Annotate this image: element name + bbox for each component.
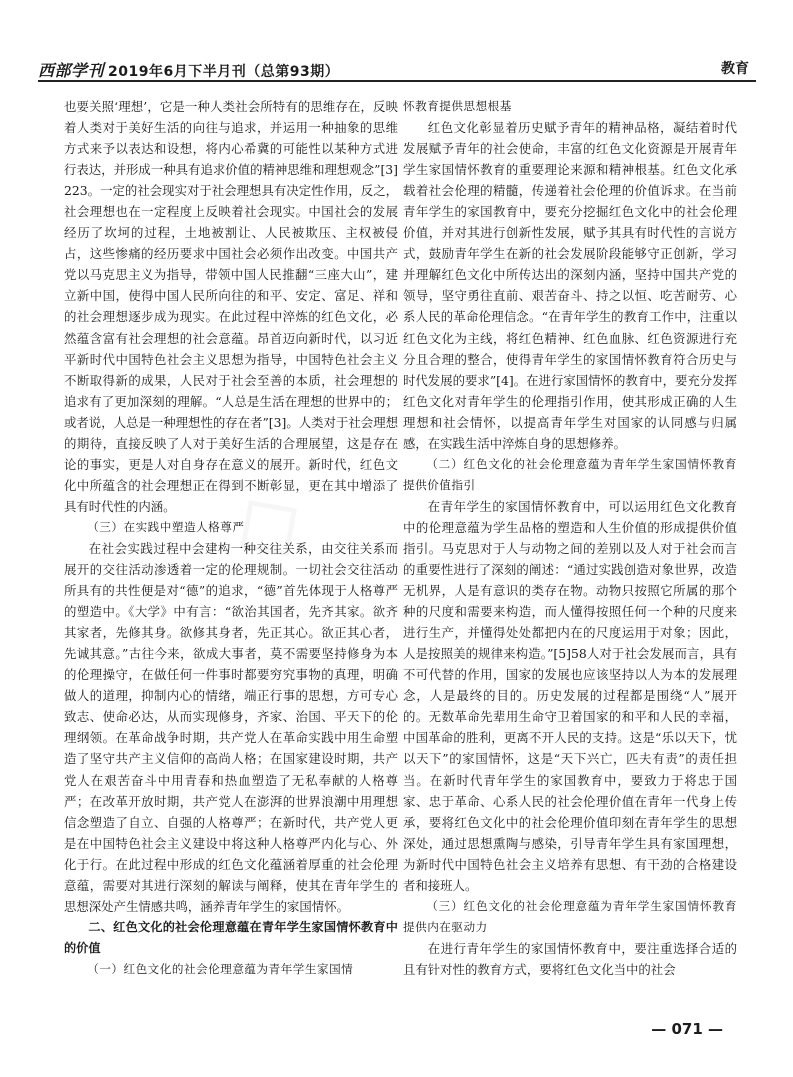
section-heading: 二、红色文化的社会伦理意蕴在青年学生家国情怀教育中的价值 [64,919,398,955]
paragraph: 也要关照‘理想’，它是一种人类社会所特有的思维存在，反映着人类对于美好生活的向往与追求，并运用一种抽象的思维方式来予以表达和设想，将内心希冀的可能性以某种方式进行表达，并形成一种具有追求价值的精神思维和理想观念”[3]223。一定的社会现实对于社会理想具有决定性作用，反之，社会理想也在一定程度上反映着社会现实。中国社会的发展经历了坎坷的过程，土地被割让、人民被欺压、主权被侵占，这些惨痛的经历要求中国社会必须作出改变。中国共产党以马克思主义为指导，带领中国人民推翻“三座大山”，建立新中国，使得中国人民所向往的和平、安定、富足、祥和的社会理想逐步成为现实。在此过程中淬炼的红色文化，必然蕴含富有社会理想的社会意蕴。昂首迈向新时代，以习近平新时代中国特色社会主义思想为指导，中国特色社会主义不断取得新的成果，人民对于社会至善的本质，社会理想的追求有了更加深刻的理解。“人总是生活在理想的世界中的；或者说，人总是一种理想性的存在者”[3]。人类对于社会理想的期待，直接反映了人对于美好生活的合理展望，这是存在论的事实，更是人对自身存在意义的展开。新时代，红色文化中所蕴含的社会理想正在得到不断彰显，更在其中增添了具有时代性的内涵。 [64,99,398,514]
paragraph: 红色文化彰显着历史赋予青年的精神品格，凝结着时代发展赋予青年的社会使命，丰富的红色文化资源是开展青年学生家国情怀教育的重要理论来源和精神根基。红色文化承载着社会伦理的精髓，传递着社会伦理的价值诉求。在当前青年学生的家国教育中，要充分挖掘红色文化中的社会伦理价值，并对其进行创新性发展，赋予其具有时代性的言说方式，鼓励青年学生在新的社会发展阶段能够守正创新，学习并理解红色文化中所传达出的深刻内涵，坚持中国共产党的领导，坚守勇往直前、艰苦奋斗、持之以恒、吃苦耐劳、心系人民的革命伦理信念。“在青年学生的教育工作中，注重以红色文化为主线，将红色精神、红色血脉、红色资源进行充分且合理的整合，使得青年学生的家国情怀教育符合历史与时代发展的要求”[4]。在进行家国情怀的教育中，要充分发挥红色文化对青年学生的伦理指引作用，使其形成正确的人生理想和社会情怀，以提高青年学生对国家的认同感与归属感，在实践生活中淬炼自身的思想修养。 [403,120,737,451]
header-rule [38,80,756,82]
paragraph: 在进行青年学生的家国情怀教育中，要注重选择合适的且有针对性的教育方式，要将红色文化当中的社会 [403,940,737,977]
issue-info: 2019年6月下半月刊（总第93期） [108,64,340,80]
page-header [0,0,793,90]
subsection-heading: （三）在实践中塑造人格尊严 [87,519,245,534]
subsection-heading-continued: 怀教育提供思想根基 [403,99,512,113]
subsection-heading: （一）红色文化的社会伦理意蕴为青年学生家国情 [87,961,354,976]
journal-logo: 西部学刊 [38,61,105,80]
section-label: 教育 [721,61,749,77]
journal-masthead [38,58,339,81]
subsection-heading: （二）红色文化的社会伦理意蕴为青年学生家国情怀教育提供价值指引 [403,456,737,492]
paragraph: 在社会实践过程中会建构一种交往关系，由交往关系而展开的交往活动渗透着一定的伦理规制。一切社会交往活动所具有的共性便是对“德”的追求，“德”首先体现于人格尊严的塑造中。《大学》中有言：“欲治其国者，先齐其家。欲齐其家者，先修其身。欲修其身者，先正其心。欲正其心者，先诚其意。”古往今来，欲成大事者，莫不需要坚持修身为本的伦理操守，在做任何一件事时都要穷究事物的真理，明确做人的道理，抑制内心的情绪，端正行事的思想，方可专心致志、使命必达，从而实现修身，齐家、治国、平天下的伦理纲领。在革命战争时期，共产党人在革命实践中用生命塑造了坚守共产主义信仰的高尚人格；在国家建设时期，共产党人在艰苦奋斗中用青春和热血塑造了无私奉献的人格尊严；在改革开放时期，共产党人在澎湃的世界浪潮中用理想信念塑造了自立、自强的人格尊严；在新时代，共产党人更是在中国特色社会主义建设中将这种人格尊严内化与心、外化于行。在此过程中形成的红色文化蕴涵着厚重的社会伦理意蕴，需要对其进行深刻的解读与阐释，使其在青年学生的思想深处产生情感共鸣，涵养青年学生的家国情怀。 [64,540,398,914]
page-number: — 071 — [651,1020,723,1038]
subsection-heading: （三）红色文化的社会伦理意蕴为青年学生家国情怀教育提供内在驱动力 [403,898,737,934]
paragraph: 在青年学生的家国情怀教育中，可以运用红色文化教育中的伦理意蕴为学生品格的塑造和人生价值的形成提供价值指引。马克思对于人与动物之间的差别以及人对于社会而言的重要性进行了深刻的阐述：“通过实践创造对象世界，改造无机界，人是有意识的类存在物。动物只按照它所属的那个种的尺度和需要来构造，而人懂得按照任何一个种的尺度来进行生产，并懂得处处都把内在的尺度运用于对象；因此，人是按照美的规律来构造。”[5]58人对于社会发展而言，具有不可代替的作用，国家的发展也应该坚持以人为本的发展理念，人是最终的目的。历史发展的过程都是围绕“人”展开的。无数革命先辈用生命守卫着国家的和平和人民的幸福，中国革命的胜利，更离不开人民的支持。这是“乐以天下，忧以天下”的家国情怀，这是“天下兴亡，匹夫有责”的责任担当。在新时代青年学生的家国教育中，要致力于将忠于国家、忠于革命、心系人民的社会伦理价值在青年一代身上传承，要将红色文化中的社会伦理价值印刻在青年学生的思想深处，通过思想熏陶与感染，引导青年学生具有家国理想，为新时代中国特色社会主义培养有思想、有干劲的合格建设者和接班人。 [403,498,737,893]
left-column [64,96,398,1046]
right-column [403,96,737,1046]
